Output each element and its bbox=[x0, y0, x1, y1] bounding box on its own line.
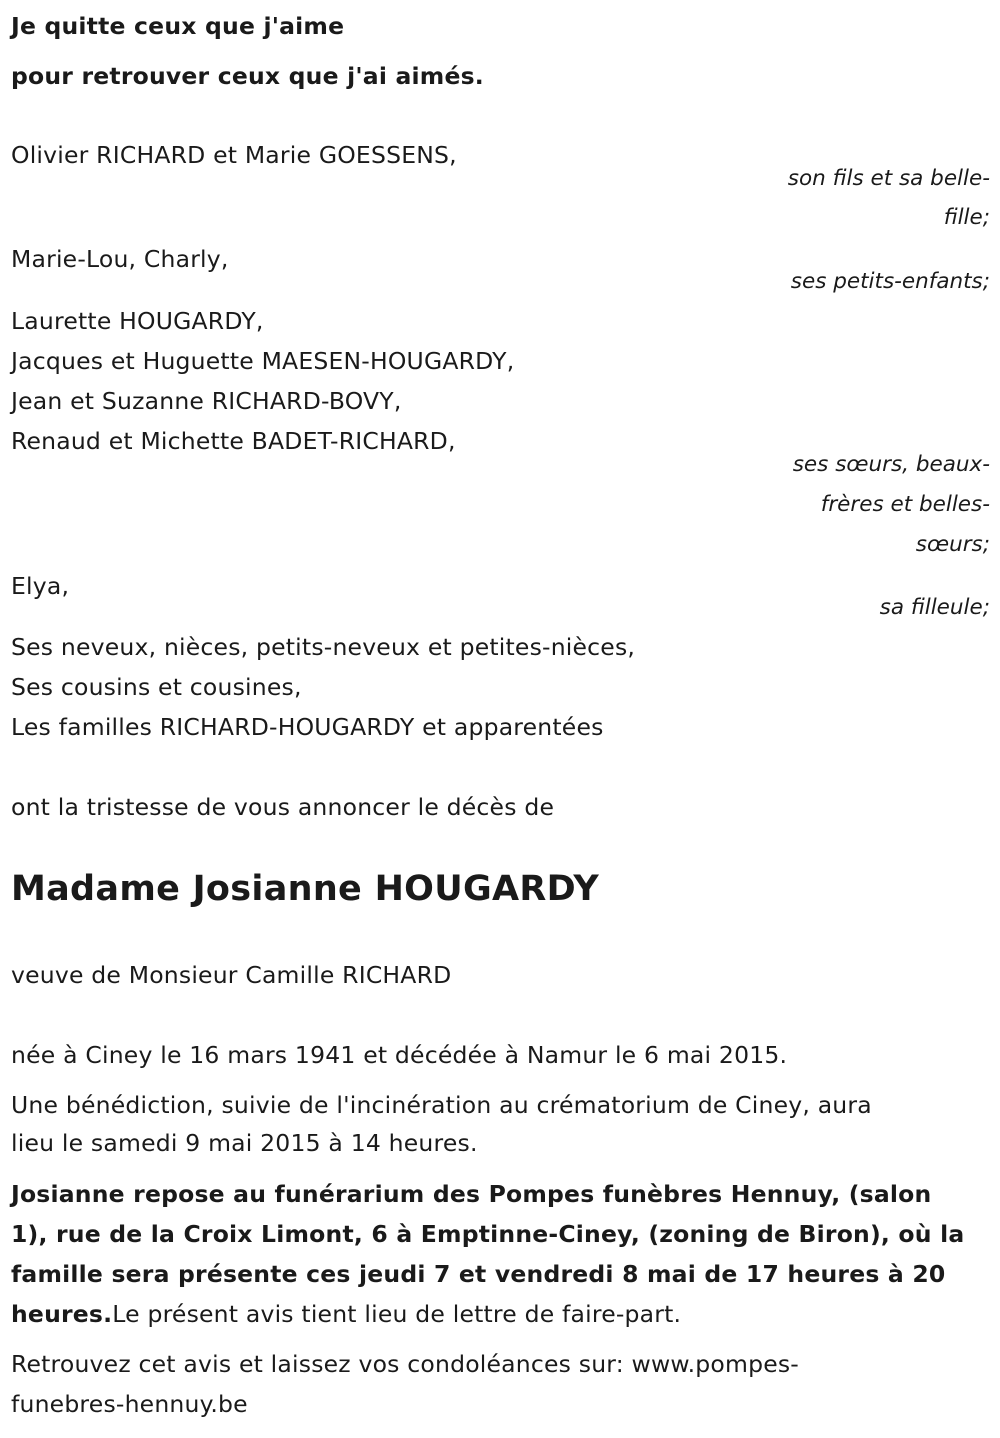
ceremony-line-1: Une bénédiction, suivie de l'incinération au crématorium de Ciney, aura bbox=[11, 1091, 872, 1119]
family-grandchildren-relation: ses petits-enfants; bbox=[790, 269, 990, 294]
family-son-relation-1: son fils et sa belle- bbox=[787, 166, 990, 191]
family-son-relation-2: fille; bbox=[943, 205, 990, 230]
ceremony-line-2: lieu le samedi 9 mai 2015 à 14 heures. bbox=[11, 1129, 478, 1157]
epigraph-line-1: Je quitte ceux que j'aime bbox=[11, 12, 345, 40]
family-sibling: Laurette HOUGARDY, bbox=[11, 307, 264, 335]
family-sibling: Jean et Suzanne RICHARD-BOVY, bbox=[11, 387, 402, 415]
family-goddaughter: Elya, bbox=[11, 572, 70, 600]
family-goddaughter-relation: sa filleule; bbox=[879, 595, 990, 620]
announcement-text: ont la tristesse de vous annoncer le décès de bbox=[11, 793, 555, 821]
family-other: Les familles RICHARD-HOUGARDY et apparentées bbox=[11, 713, 604, 741]
visitation-line-3: famille sera présente ces jeudi 7 et vendredi 8 mai de 17 heures à 20 bbox=[11, 1260, 946, 1288]
visitation-hours-end: heures. bbox=[11, 1300, 113, 1328]
deceased-name: Madame Josianne HOUGARDY bbox=[11, 869, 600, 909]
family-siblings-relation-2: frères et belles- bbox=[820, 492, 990, 517]
visitation-line-4 bbox=[11, 1300, 681, 1328]
family-other: Ses neveux, nièces, petits-neveux et petites-nièces, bbox=[11, 633, 636, 661]
visitation-line-2: 1), rue de la Croix Limont, 6 à Emptinne-Ciney, (zoning de Biron), où la bbox=[11, 1220, 965, 1248]
birth-death-dates: née à Ciney le 16 mars 1941 et décédée à Namur le 6 mai 2015. bbox=[11, 1041, 788, 1069]
family-sibling: Jacques et Huguette MAESEN-HOUGARDY, bbox=[11, 347, 515, 375]
faire-part-notice: Le présent avis tient lieu de lettre de faire-part. bbox=[112, 1300, 682, 1328]
family-siblings-relation-1: ses sœurs, beaux- bbox=[792, 452, 990, 477]
condolences-line-1: Retrouvez cet avis et laissez vos condoléances sur: www.pompes- bbox=[11, 1350, 799, 1378]
visitation-line-1: Josianne repose au funérarium des Pompes funèbres Hennuy, (salon bbox=[11, 1180, 932, 1208]
family-siblings-relation-3: sœurs; bbox=[915, 532, 990, 557]
family-grandchildren: Marie-Lou, Charly, bbox=[11, 245, 229, 273]
family-son: Olivier RICHARD et Marie GOESSENS, bbox=[11, 141, 457, 169]
condolences-line-2: funebres-hennuy.be bbox=[11, 1390, 248, 1418]
widow-of: veuve de Monsieur Camille RICHARD bbox=[11, 961, 452, 989]
family-sibling: Renaud et Michette BADET-RICHARD, bbox=[11, 427, 456, 455]
epigraph-line-2: pour retrouver ceux que j'ai aimés. bbox=[11, 62, 484, 90]
family-other: Ses cousins et cousines, bbox=[11, 673, 302, 701]
